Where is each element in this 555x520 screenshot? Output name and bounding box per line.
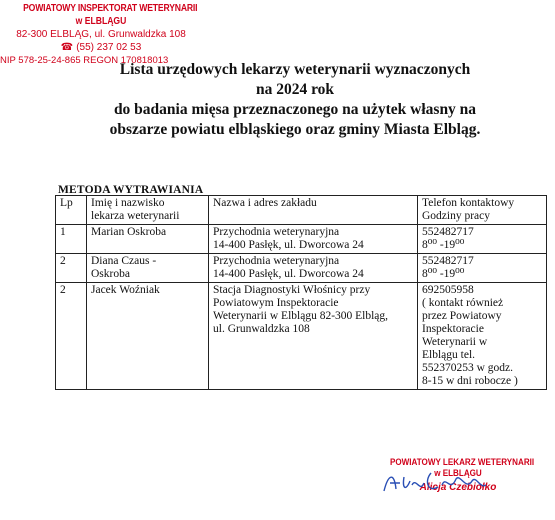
header-name-line: lekarza weterynarii (91, 210, 180, 222)
cell-line: 552482717 (422, 226, 474, 238)
header-phone-line: Telefon kontaktowy (422, 197, 515, 209)
table-row (56, 254, 547, 283)
signature-stamp (378, 457, 538, 493)
stamp-phone (6, 41, 196, 54)
header-phone-line: Godziny pracy (422, 210, 491, 222)
title-line-2: na 2024 rok (255, 81, 335, 98)
cell-line: Stacja Diagnostyki Włośnicy przy (213, 284, 371, 296)
signature-line-2: w ELBLĄGU (434, 468, 482, 479)
header-phone (418, 196, 547, 225)
cell-name (87, 254, 209, 283)
header-name-line: Imię i nazwisko (91, 197, 165, 209)
cell-line: Przychodnia weterynaryjna (213, 226, 340, 238)
cell-line: 692505958 (422, 284, 474, 296)
stamp-line-1: POWIATOWY INSPEKTORAT WETERYNARII (23, 2, 198, 14)
stamp-phone-number: (55) 237 02 53 (76, 42, 142, 53)
cell-line: 552482717 (422, 255, 474, 267)
cell-line: 8⁰⁰ -19⁰⁰ (422, 239, 465, 251)
section-label: METODA WYTRAWIANIA (58, 184, 204, 196)
title-line-3: do badania mięsa przeznaczonego na użytek własny na (113, 101, 477, 118)
cell-address (209, 283, 418, 390)
cell-lp: 2 (56, 254, 87, 283)
cell-lp: 1 (56, 225, 87, 254)
cell-line: 8⁰⁰ -19⁰⁰ (422, 268, 465, 280)
document-title (60, 60, 530, 140)
cell-line: Elblągu tel. (422, 349, 476, 361)
cell-line: Weterynarii w Elblągu 82-300 Elbląg, (213, 310, 389, 322)
table-header-row (56, 196, 547, 225)
header-address: Nazwa i adres zakładu (209, 196, 418, 225)
cell-line: Powiatowym Inspektoracie (213, 297, 339, 309)
cell-address (209, 254, 418, 283)
table-row (56, 225, 547, 254)
header-lp: Lp (56, 196, 87, 225)
stamp-line-2: w ELBLĄGU (75, 15, 127, 27)
handwritten-signature (376, 467, 526, 497)
inspectorate-stamp (0, 2, 198, 67)
table-row (56, 283, 547, 390)
cell-line: Inspektoracie (422, 323, 484, 335)
cell-phone (418, 254, 547, 283)
cell-line: ( kontakt również (422, 297, 504, 309)
cell-phone (418, 225, 547, 254)
cell-line: 8-15 w dni robocze ) (422, 375, 518, 387)
cell-line: Diana Czaus - (91, 255, 157, 267)
cell-line: 552370253 w godz. (422, 362, 514, 374)
signature-name: Alicja Czebiołko (419, 482, 497, 493)
cell-line: Jacek Woźniak (91, 284, 160, 296)
cell-phone (418, 283, 547, 390)
cell-line: 14-400 Pasłęk, ul. Dworcowa 24 (213, 239, 364, 251)
cell-line: Przychodnia weterynaryjna (213, 255, 340, 267)
cell-name (87, 225, 209, 254)
title-line-1: Lista urzędowych lekarzy weterynarii wyznaczonych (119, 61, 471, 78)
title-line-4: obszarze powiatu elbląskiego oraz gminy Miasta Elbląg. (109, 121, 481, 138)
stamp-address: 82-300 ELBLĄG, ul. Grunwaldzka 108 (16, 29, 186, 40)
cell-line: Weterynarii w (422, 336, 488, 348)
signature-line-1: POWIATOWY LEKARZ WETERYNARII (390, 457, 535, 468)
cell-line: Marian Oskroba (91, 226, 167, 238)
cell-line: ul. Grunwaldzka 108 (213, 323, 310, 335)
cell-name (87, 283, 209, 390)
veterinarians-table (55, 195, 547, 390)
phone-icon: ☎ (60, 42, 74, 53)
stamp-nip-regon: NIP 578-25-24-865 REGON 170818013 (0, 55, 169, 66)
cell-line: Oskroba (91, 268, 130, 280)
cell-line: przez Powiatowy (422, 310, 502, 322)
cell-lp: 2 (56, 283, 87, 390)
cell-line: 14-400 Pasłęk, ul. Dworcowa 24 (213, 268, 364, 280)
cell-address (209, 225, 418, 254)
header-name (87, 196, 209, 225)
